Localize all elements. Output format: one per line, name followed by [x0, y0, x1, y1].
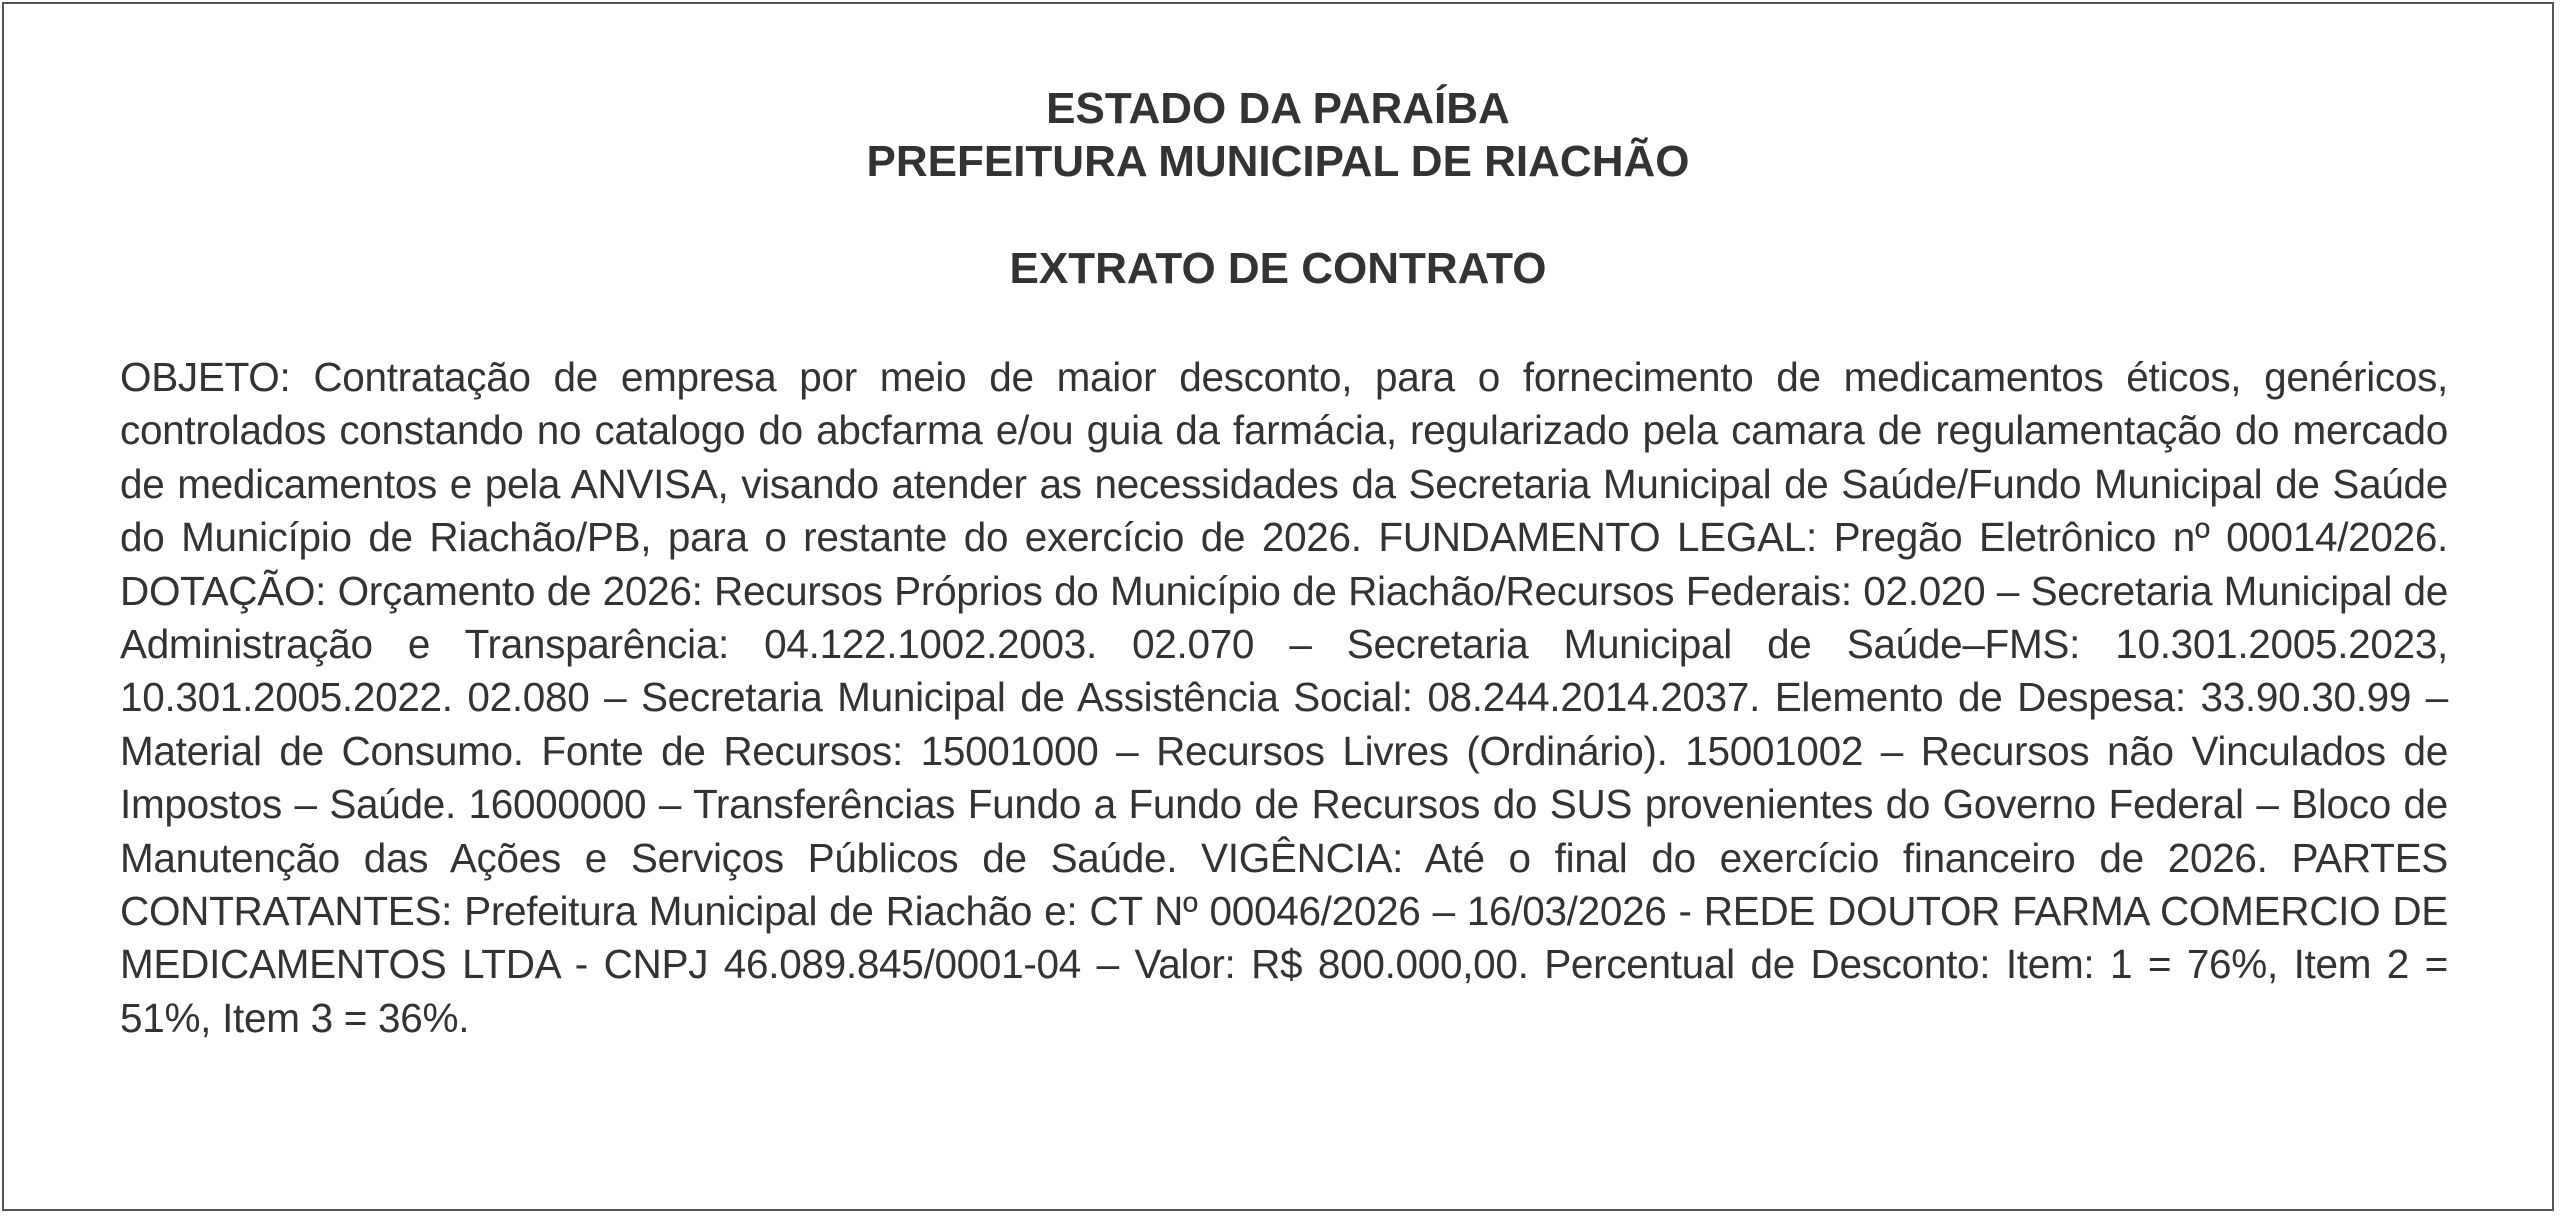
document-header [4, 82, 2552, 188]
document-title: EXTRATO DE CONTRATO [1009, 244, 1547, 293]
contract-extract-body: OBJETO: Contratação de empresa por meio de maior desconto, para o fornecimento de medicamentos éticos, genéricos, controlados constando no catalogo do abcfarma e/ou guia da farmácia, regularizado pela camara de regulamentação do mercado de medicamentos e pela ANVISA, visando atender as necessidades da Secretaria Municipal de Saúde/Fundo Municipal de Saúde do Município de Riachão/PB, para o restante do exercício de 2026. FUNDAMENTO LEGAL: Pregão Eletrônico nº 00014/2026. DOTAÇÃO: Orçamento de 2026: Recursos Próprios do Município de Riachão/Recursos Federais: 02.020 – Secretaria Municipal de Administração e Transparência: 04.122.1002.2003. 02.070 – Secretaria Municipal de Saúde–FMS: 10.301.2005.2023, 10.301.2005.2022. 02.080 – Secretaria Municipal de Assistência Social: 08.244.2014.2037. Elemento de Despesa: 33.90.30.99 – Material de Consumo. Fonte de Recursos: 15001000 – Recursos Livres (Ordinário). 15001002 – Recursos não Vinculados de Impostos – Saúde. 16000000 – Transferências Fundo a Fundo de Recursos do SUS provenientes do Governo Federal – Bloco de Manutenção das Ações e Serviços Públicos de Saúde. VIGÊNCIA: Até o final do exercício financeiro de 2026. PARTES CONTRATANTES: Prefeitura Municipal de Riachão e: CT Nº 00046/2026 – 16/03/2026 - REDE DOUTOR FARMA COMERCIO DE MEDICAMENTOS LTDA - CNPJ 46.089.845/0001-04 – Valor: R$ 800.000,00. Percentual de Desconto: Item: 1 = 76%, Item 2 = 51%, Item 3 = 36%. [120, 354, 2448, 1041]
document-frame [2, 2, 2554, 1211]
state-heading: ESTADO DA PARAÍBA [1046, 84, 1510, 133]
municipality-heading: PREFEITURA MUNICIPAL DE RIACHÃO [866, 137, 1690, 186]
